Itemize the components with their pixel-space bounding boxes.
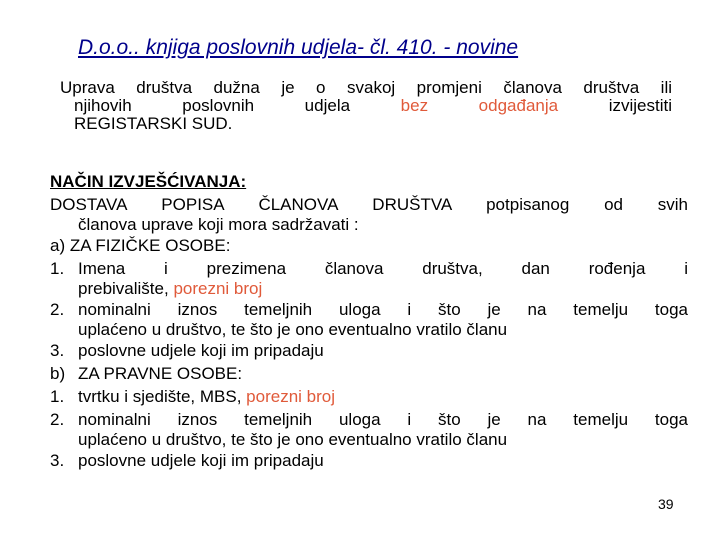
section-heading: NAČIN IZVJEŠĆIVANJA: (50, 172, 247, 191)
page-number: 39 (658, 496, 674, 512)
list-item-text: Imena i prezimena članova društva, dan rođenja i (78, 259, 688, 278)
list-item (50, 298, 688, 321)
intro-line-2-start: njihovih poslovnih udjela (74, 96, 401, 115)
list-item-text-start: prebivalište, (78, 279, 174, 298)
list-item-number: 2. (50, 410, 65, 429)
list-item (50, 449, 688, 472)
list-item-continuation: uplaćeno u društvo, te što je ono eventualno vratilo članu (78, 430, 508, 449)
list-item (50, 385, 688, 408)
list-item-continuation: uplaćeno u društvo, te što je ono eventualno vratilo članu (78, 320, 508, 339)
list-item-text: poslovne udjele koji im pripadaju (78, 341, 324, 360)
list-item-text: nominalni iznos temeljnih uloga i što je na temelju toga (78, 410, 688, 429)
intro-paragraph (60, 79, 672, 133)
intro-highlight-bez-odgadjanja: bez odgađanja (400, 96, 559, 115)
pravne-osobe-label (50, 362, 688, 385)
slide-title: D.o.o.. knjiga poslovnih udjela- čl. 410. - novine (78, 36, 519, 59)
list-item-text: poslovne udjele koji im pripadaju (78, 451, 324, 470)
highlight-porezni-broj: porezni broj (173, 279, 263, 298)
pravne-osobe-text: ZA PRAVNE OSOBE: (78, 364, 243, 383)
fizicke-osobe-label: a) ZA FIZIČKE OSOBE: (50, 236, 231, 255)
list-item-number: 1. (50, 259, 65, 278)
list-item-text-start: tvrtku i sjedište, MBS, (78, 387, 247, 406)
intro-line-2 (60, 97, 672, 115)
list-item-number: 2. (50, 300, 65, 319)
highlight-porezni-broj: porezni broj (246, 387, 335, 406)
dostava-line-2: članova uprave koji mora sadržavati : (78, 215, 359, 234)
list-item-text: nominalni iznos temeljnih uloga i što je na temelju toga (78, 300, 688, 319)
intro-line-2-end: izvijestiti (558, 96, 672, 115)
list-item-number: 3. (50, 341, 65, 360)
list-item-number: 1. (50, 387, 65, 406)
list-item (50, 408, 688, 431)
list-item (50, 339, 688, 362)
pravne-osobe-letter: b) (50, 364, 66, 383)
list-item-continuation (50, 280, 688, 298)
list-item (50, 257, 688, 280)
reporting-section (50, 170, 688, 472)
dostava-line-1: DOSTAVA POPISA ČLANOVA DRUŠTVA potpisanog od svih (50, 195, 688, 214)
list-item-number: 3. (50, 451, 65, 470)
intro-line-3: REGISTARSKI SUD. (74, 114, 233, 133)
intro-line-1: Uprava društva dužna je o svakoj promjeni članova društva ili (60, 78, 672, 97)
